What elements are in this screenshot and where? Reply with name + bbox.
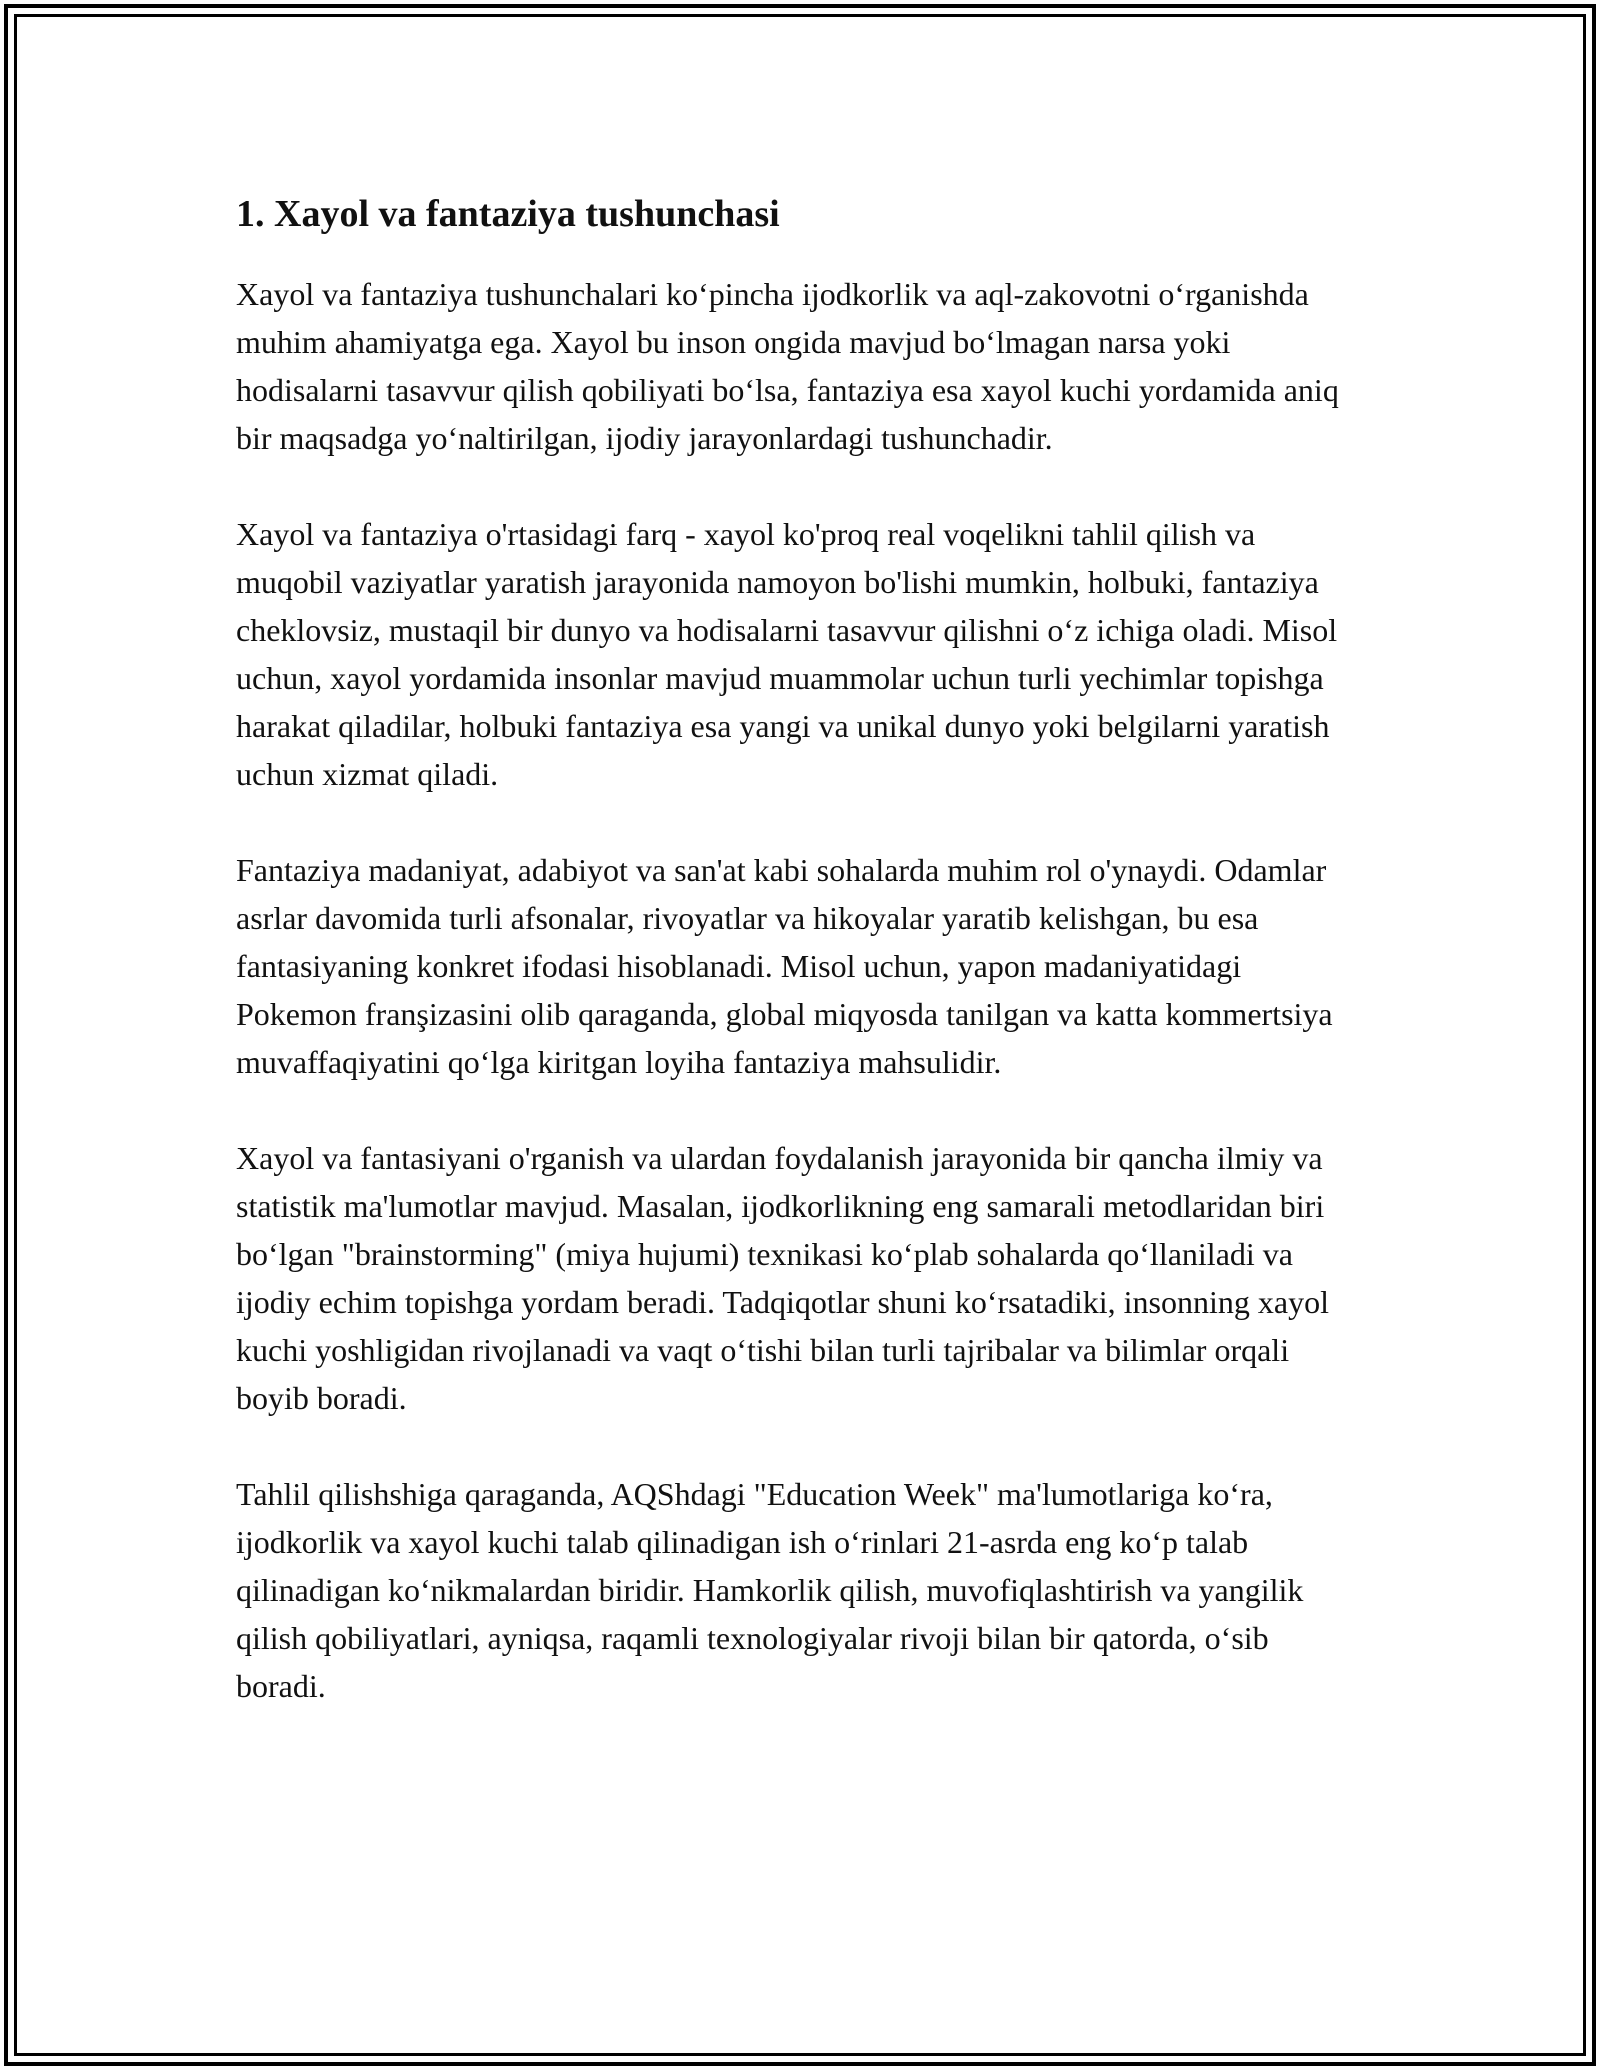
section-heading: 1. Xayol va fantaziya tushunchasi — [236, 193, 780, 235]
paragraph-3: Fantaziya madaniyat, adabiyot va san'at kabi sohalarda muhim rol o'ynaydi. Odamlar asrlar davomida turli afsonalar, rivoyatlar va hikoyalar yaratib kelishgan, bu esa fantasiyaning konkret ifodasi hisoblanadi. Misol uchun, yapon madaniyatidagi Pokemon franşizasini olib qaraganda, global miqyosda tanilgan va katta kommertsiya muvaffaqiyatini qo‘lga kiritgan loyiha fantaziya mahsulidir. — [236, 852, 1333, 1080]
paragraph-4: Xayol va fantasiyani o'rganish va ulardan foydalanish jarayonida bir qancha ilmiy va statistik ma'lumotlar mavjud. Masalan, ijodkorlikning eng samarali metodlaridan biri bo‘lgan "brainstorming" (miya hujumi) texnikasi ko‘plab sohalarda qo‘llaniladi va ijodiy echim topishga yordam beradi. Tadqiqotlar shuni ko‘rsatadiki, insonning xayol kuchi yoshligidan rivojlanadi va vaqt o‘tishi bilan turli tajribalar va bilimlar orqali boyib boradi. — [236, 1140, 1329, 1416]
document-page — [236, 188, 1366, 1758]
paragraph-5: Tahlil qilishshiga qaraganda, AQShdagi "Education Week" ma'lumotlariga ko‘ra, ijodkorlik va xayol kuchi talab qilinadigan ish o‘rinlari 21-asrda eng ko‘p talab qilinadigan ko‘nikmalardan biridir. Hamkorlik qilish, muvofiqlashtirish va yangilik qilish qobiliyatlari, ayniqsa, raqamli texnologiyalar rivoji bilan bir qatorda, o‘sib boradi. — [236, 1476, 1304, 1704]
paragraph-2: Xayol va fantaziya o'rtasidagi farq - xayol ko'proq real voqelikni tahlil qilish va muqobil vaziyatlar yaratish jarayonida namoyon bo'lishi mumkin, holbuki, fantaziya cheklovsiz, mustaqil bir dunyo va hodisalarni tasavvur qilishni o‘z ichiga oladi. Misol uchun, xayol yordamida insonlar mavjud muammolar uchun turli yechimlar topishga harakat qiladilar, holbuki fantaziya esa yangi va unikal dunyo yoki belgilarni yaratish uchun xizmat qiladi. — [236, 516, 1338, 792]
paragraph-1: Xayol va fantaziya tushunchalari ko‘pincha ijodkorlik va aql-zakovotni o‘rganishda muhim ahamiyatga ega. Xayol bu inson ongida mavjud bo‘lmagan narsa yoki hodisalarni tasavvur qilish qobiliyati bo‘lsa, fantaziya esa xayol kuchi yordamida aniq bir maqsadga yo‘naltirilgan, ijodiy jarayonlardagi tushunchadir. — [236, 276, 1339, 456]
